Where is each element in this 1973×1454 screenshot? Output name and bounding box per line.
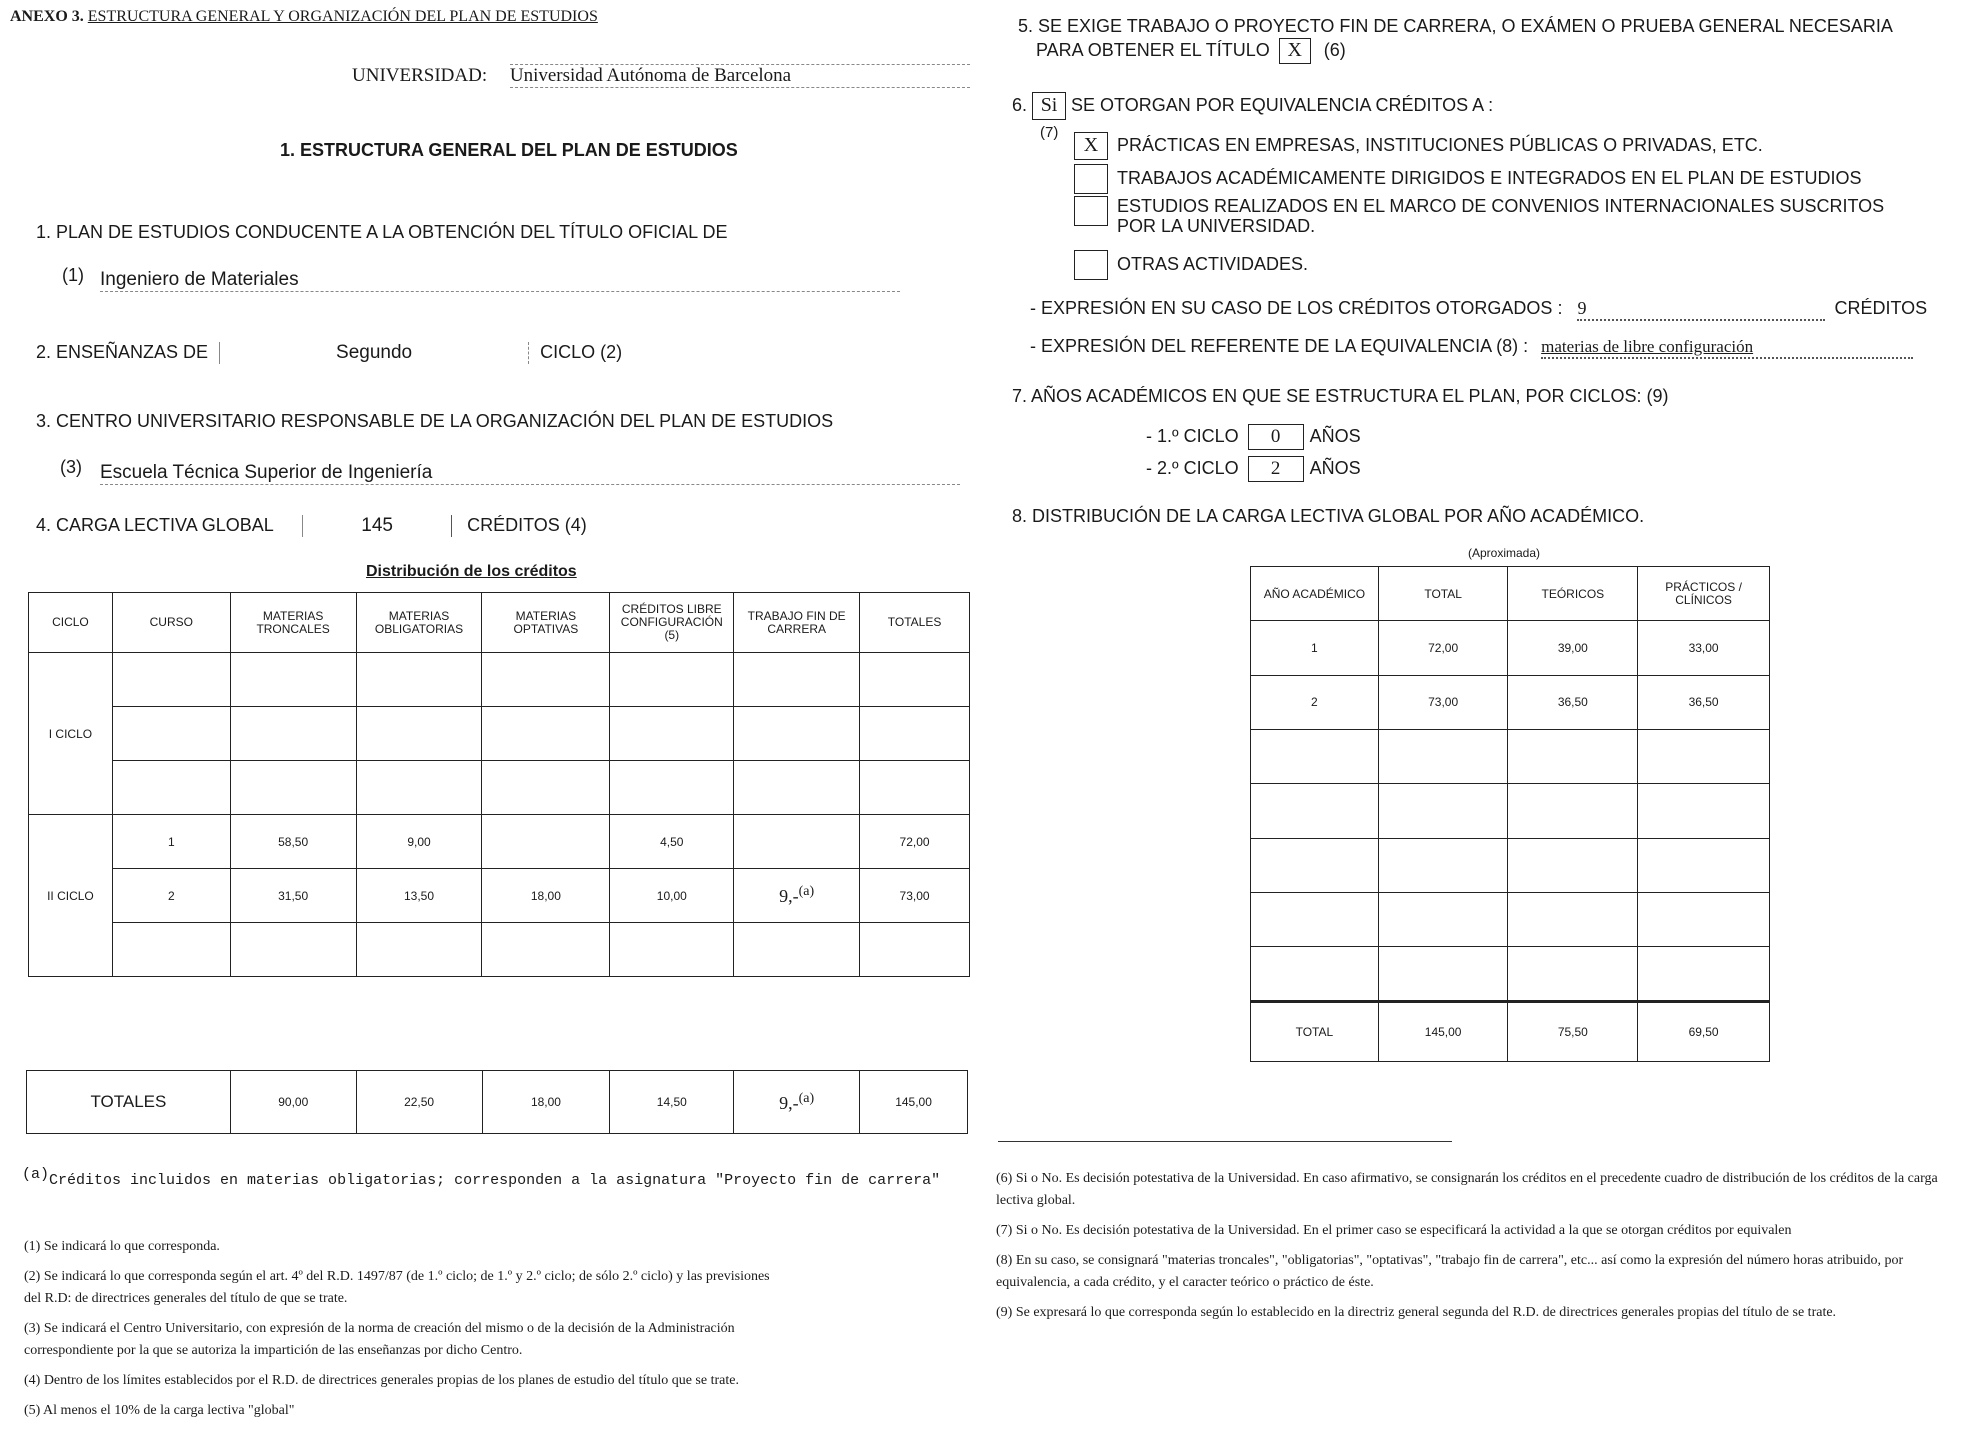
hdr-ciclo: CICLO bbox=[29, 593, 113, 653]
hdr-troncales: MATERIAS TRONCALES bbox=[230, 593, 356, 653]
note-a-mark: (a) bbox=[22, 1166, 50, 1183]
table-row bbox=[1251, 729, 1770, 783]
q3-label: 3. CENTRO UNIVERSITARIO RESPONSABLE DE LA ORGANIZACIÓN DEL PLAN DE ESTUDIOS bbox=[36, 411, 834, 431]
opt3-row bbox=[1074, 196, 1884, 237]
ciclo1-years-row bbox=[1146, 424, 1361, 450]
annex-title: ESTRUCTURA GENERAL Y ORGANIZACIÓN DEL PLAN DE ESTUDIOS bbox=[87, 8, 598, 25]
row1-curso: 1 bbox=[112, 815, 230, 869]
q4-label: 4. CARGA LECTIVA GLOBAL bbox=[36, 515, 274, 535]
table-row bbox=[29, 815, 970, 869]
hdr-trabajo: TRABAJO FIN DE CARRERA bbox=[734, 593, 860, 653]
q2-suffix: CICLO (2) bbox=[540, 342, 623, 362]
hdr-libre bbox=[610, 593, 734, 653]
years-total-total: 145,00 bbox=[1378, 1001, 1508, 1061]
q6-checkbox[interactable]: Si bbox=[1032, 92, 1066, 120]
years-r2-practicos: 36,50 bbox=[1638, 675, 1770, 729]
q5-line2-text: PARA OBTENER EL TÍTULO bbox=[1036, 40, 1270, 60]
note-a bbox=[22, 1166, 940, 1189]
q6-ref: (7) bbox=[1040, 124, 1059, 141]
table-row bbox=[29, 707, 970, 761]
q5-checkbox[interactable]: X bbox=[1279, 38, 1311, 64]
ciclo2-years-label: - 2.º CICLO bbox=[1146, 458, 1239, 478]
ciclo2-years-value: 2 bbox=[1248, 456, 1304, 482]
row2-optativas: 18,00 bbox=[482, 869, 610, 923]
footnotes-right bbox=[996, 1168, 1962, 1324]
opt1-row bbox=[1074, 132, 1763, 160]
q1-ref: (1) bbox=[62, 265, 84, 285]
row1-troncales: 58,50 bbox=[230, 815, 356, 869]
years-hdr-teoricos: TEÓRICOS bbox=[1508, 567, 1638, 621]
row2-obligatorias: 13,50 bbox=[356, 869, 482, 923]
table-row bbox=[29, 761, 970, 815]
years-r2-total: 73,00 bbox=[1378, 675, 1508, 729]
q8-label: 8. DISTRIBUCIÓN DE LA CARGA LECTIVA GLOBAL POR AÑO ACADÉMICO. bbox=[1012, 506, 1645, 526]
q5-line1: 5. SE EXIGE TRABAJO O PROYECTO FIN DE CARRERA, O EXÁMEN O PRUEBA GENERAL NECESARIA bbox=[1018, 16, 1893, 36]
totals-row bbox=[27, 1071, 968, 1134]
years-r2-teoricos: 36,50 bbox=[1508, 675, 1638, 729]
q3-ref: (3) bbox=[60, 457, 82, 477]
table-row bbox=[1251, 838, 1770, 892]
footnote-7: (7) Si o No. Es decisión potestativa de la Universidad. En el primer caso se especificará la actividad a la que se otorgan créditos por equivalen bbox=[996, 1223, 1792, 1238]
expr2-value: materias de libre configuración bbox=[1541, 337, 1913, 359]
footnote-4: (4) Dentro de los límites establecidos por el R.D. de directrices generales propias de los planes de estudio del título que se trate. bbox=[24, 1373, 739, 1388]
q2-label: 2. ENSEÑANZAS DE bbox=[36, 342, 209, 362]
years-hdr-total: TOTAL bbox=[1378, 567, 1508, 621]
totals-trabajo-value: 9,- bbox=[779, 1092, 799, 1113]
expr1-row bbox=[1030, 298, 1927, 321]
opt2-label: TRABAJOS ACADÉMICAMENTE DIRIGIDOS E INTEGRADOS EN EL PLAN DE ESTUDIOS bbox=[1117, 167, 1862, 188]
q5-ref: (6) bbox=[1323, 40, 1346, 60]
years-r1-total: 72,00 bbox=[1378, 621, 1508, 675]
q2-row bbox=[36, 342, 622, 364]
opt4-checkbox[interactable] bbox=[1074, 250, 1108, 280]
footnote-3: (3) Se indicará el Centro Universitario, con expresión de la norma de creación del mismo o de la decisión de la Administración correspondiente por la que se autoriza la impartición de las enseñanzas por dicho Centro. bbox=[24, 1321, 735, 1358]
hdr-libre-text: CRÉDITOS LIBRE CONFIGURACIÓN bbox=[620, 602, 723, 629]
row2-troncales: 31,50 bbox=[230, 869, 356, 923]
opt3-checkbox[interactable] bbox=[1074, 196, 1108, 226]
years-r1-practicos: 33,00 bbox=[1638, 621, 1770, 675]
row2-trabajo bbox=[734, 869, 860, 923]
q5-line2 bbox=[1036, 38, 1346, 64]
expr1-suffix: CRÉDITOS bbox=[1834, 298, 1928, 318]
years-total-practicos: 69,50 bbox=[1638, 1001, 1770, 1061]
opt1-checkbox[interactable]: X bbox=[1074, 132, 1108, 160]
university-row bbox=[352, 64, 970, 88]
row2-trabajo-note: (a) bbox=[798, 884, 815, 899]
footnotes-left bbox=[24, 1236, 784, 1422]
footnote-divider bbox=[998, 1141, 1452, 1142]
years-total-label: TOTAL bbox=[1251, 1001, 1379, 1061]
credits-table bbox=[28, 592, 970, 977]
opt4-row bbox=[1074, 250, 1308, 280]
q1-value: Ingeniero de Materiales bbox=[100, 269, 900, 292]
footnote-1: (1) Se indicará lo que corresponda. bbox=[24, 1239, 220, 1254]
table-row bbox=[29, 869, 970, 923]
opt2-checkbox[interactable] bbox=[1074, 164, 1108, 194]
expr1-value: 9 bbox=[1577, 298, 1825, 321]
q4-suffix: CRÉDITOS (4) bbox=[467, 515, 587, 535]
footnote-8: (8) En su caso, se consignará "materias troncales", "obligatorias", "optativas", "trabajo fin de carrera", etc... así como la expresión del número horas atribuido, por equivalencia, a cada crédito, y el caracter teórico o práctico de éste. bbox=[996, 1253, 1904, 1290]
row1-obligatorias: 9,00 bbox=[356, 815, 482, 869]
totals-troncales: 90,00 bbox=[230, 1071, 356, 1134]
row1-totales: 72,00 bbox=[860, 815, 970, 869]
opt3-text bbox=[1117, 196, 1884, 236]
credits-table-header bbox=[29, 593, 970, 653]
totals-trabajo bbox=[734, 1071, 860, 1134]
q6-row bbox=[1012, 92, 1493, 120]
years-hdr-practicos: PRÁCTICOS / CLÍNICOS bbox=[1638, 567, 1770, 621]
footnote-5: (5) Al menos el 10% de la carga lectiva "global" bbox=[24, 1403, 295, 1418]
footnote-6: (6) Si o No. Es decisión potestativa de la Universidad. En caso afirmativo, se consignarán los créditos en el precedente cuadro de distribución de los créditos de la carga lectiva global. bbox=[996, 1171, 1938, 1208]
expr2-row bbox=[1030, 336, 1913, 359]
ciclo1-years-label: - 1.º CICLO bbox=[1146, 426, 1239, 446]
table-row bbox=[1251, 675, 1770, 729]
opt4-label: OTRAS ACTIVIDADES. bbox=[1117, 253, 1309, 274]
totals-libre: 14,50 bbox=[610, 1071, 734, 1134]
row2-totales: 73,00 bbox=[860, 869, 970, 923]
section1-heading: 1. ESTRUCTURA GENERAL DEL PLAN DE ESTUDIOS bbox=[280, 140, 738, 160]
years-r1-year: 1 bbox=[1251, 621, 1379, 675]
q3-value: Escuela Técnica Superior de Ingeniería bbox=[100, 462, 960, 485]
years-table bbox=[1250, 566, 1770, 1062]
expr1-label: - EXPRESIÓN EN SU CASO DE LOS CRÉDITOS OTORGADOS : bbox=[1030, 298, 1563, 318]
years-r1-teoricos: 39,00 bbox=[1508, 621, 1638, 675]
ciclo1-years-unit: AÑOS bbox=[1309, 426, 1361, 446]
footnote-2: (2) Se indicará lo que corresponda según el art. 4º del R.D. 1497/87 (de 1.º ciclo; de 1.º y 2.º ciclo; de sólo 2.º ciclo) y las previsiones del R.D: de directrices generales del título de que se trate. bbox=[24, 1269, 770, 1306]
opt3-line2: POR LA UNIVERSIDAD. bbox=[1117, 216, 1316, 236]
row1-libre: 4,50 bbox=[610, 815, 734, 869]
q6-num: 6. bbox=[1012, 95, 1028, 115]
row2-curso: 2 bbox=[112, 869, 230, 923]
row1-trabajo bbox=[734, 815, 860, 869]
years-total-row bbox=[1251, 1001, 1770, 1061]
hdr-libre-ref: (5) bbox=[664, 628, 680, 642]
q7-label: 7. AÑOS ACADÉMICOS EN QUE SE ESTRUCTURA EL PLAN, POR CICLOS: (9) bbox=[1012, 386, 1669, 406]
totals-obligatorias: 22,50 bbox=[356, 1071, 482, 1134]
q4-row bbox=[36, 515, 587, 537]
row2-trabajo-value: 9,- bbox=[779, 886, 799, 906]
university-value: Universidad Autónoma de Barcelona bbox=[510, 64, 970, 88]
years-table-header bbox=[1251, 567, 1770, 621]
ciclo1-label: I CICLO bbox=[29, 653, 113, 815]
hdr-totales: TOTALES bbox=[860, 593, 970, 653]
ciclo1-years-value: 0 bbox=[1248, 424, 1304, 450]
q2-value: Segundo bbox=[219, 342, 529, 364]
annex-header bbox=[10, 8, 598, 26]
hdr-obligatorias: MATERIAS OBLIGATORIAS bbox=[356, 593, 482, 653]
annex-label: ANEXO 3. bbox=[10, 8, 84, 25]
hdr-optativas: MATERIAS OPTATIVAS bbox=[482, 593, 610, 653]
table-row bbox=[1251, 621, 1770, 675]
table-row bbox=[29, 923, 970, 977]
table-row bbox=[29, 653, 970, 707]
years-total-teoricos: 75,50 bbox=[1508, 1001, 1638, 1061]
credits-table-title: Distribución de los créditos bbox=[366, 563, 577, 580]
approx-label: (Aproximada) bbox=[1468, 546, 1541, 560]
opt1-label: PRÁCTICAS EN EMPRESAS, INSTITUCIONES PÚBLICAS O PRIVADAS, ETC. bbox=[1117, 134, 1763, 155]
hdr-curso: CURSO bbox=[112, 593, 230, 653]
footnote-9: (9) Se expresará lo que corresponda según lo establecido en la directriz general segunda del R.D. de directrices generales propias del título de se trate. bbox=[996, 1305, 1837, 1320]
ciclo2-label: II CICLO bbox=[29, 815, 113, 977]
row1-optativas bbox=[482, 815, 610, 869]
opt2-row bbox=[1074, 164, 1861, 194]
note-a-text: Créditos incluidos en materias obligatorias; corresponden a la asignatura "Proyecto fin de carrera" bbox=[49, 1172, 941, 1189]
ciclo2-years-unit: AÑOS bbox=[1309, 458, 1361, 478]
expr2-label: - EXPRESIÓN DEL REFERENTE DE LA EQUIVALENCIA (8) : bbox=[1030, 336, 1529, 356]
q6-text: SE OTORGAN POR EQUIVALENCIA CRÉDITOS A : bbox=[1071, 95, 1494, 115]
q4-value: 145 bbox=[302, 515, 452, 537]
ciclo2-years-row bbox=[1146, 456, 1361, 482]
opt3-line1: ESTUDIOS REALIZADOS EN EL MARCO DE CONVENIOS INTERNACIONALES SUSCRITOS bbox=[1117, 196, 1885, 216]
university-label: UNIVERSIDAD: bbox=[352, 65, 488, 86]
credits-totals-table bbox=[26, 1070, 968, 1134]
totals-totales: 145,00 bbox=[860, 1071, 968, 1134]
years-r2-year: 2 bbox=[1251, 675, 1379, 729]
years-hdr-year: AÑO ACADÉMICO bbox=[1251, 567, 1379, 621]
totals-optativas: 18,00 bbox=[482, 1071, 610, 1134]
table-row bbox=[1251, 784, 1770, 838]
row2-libre: 10,00 bbox=[610, 869, 734, 923]
table-row bbox=[1251, 947, 1770, 1001]
table-row bbox=[1251, 892, 1770, 946]
totals-label: TOTALES bbox=[27, 1071, 231, 1134]
totals-trabajo-note: (a) bbox=[798, 1090, 815, 1106]
q1-label: 1. PLAN DE ESTUDIOS CONDUCENTE A LA OBTENCIÓN DEL TÍTULO OFICIAL DE bbox=[36, 222, 728, 242]
